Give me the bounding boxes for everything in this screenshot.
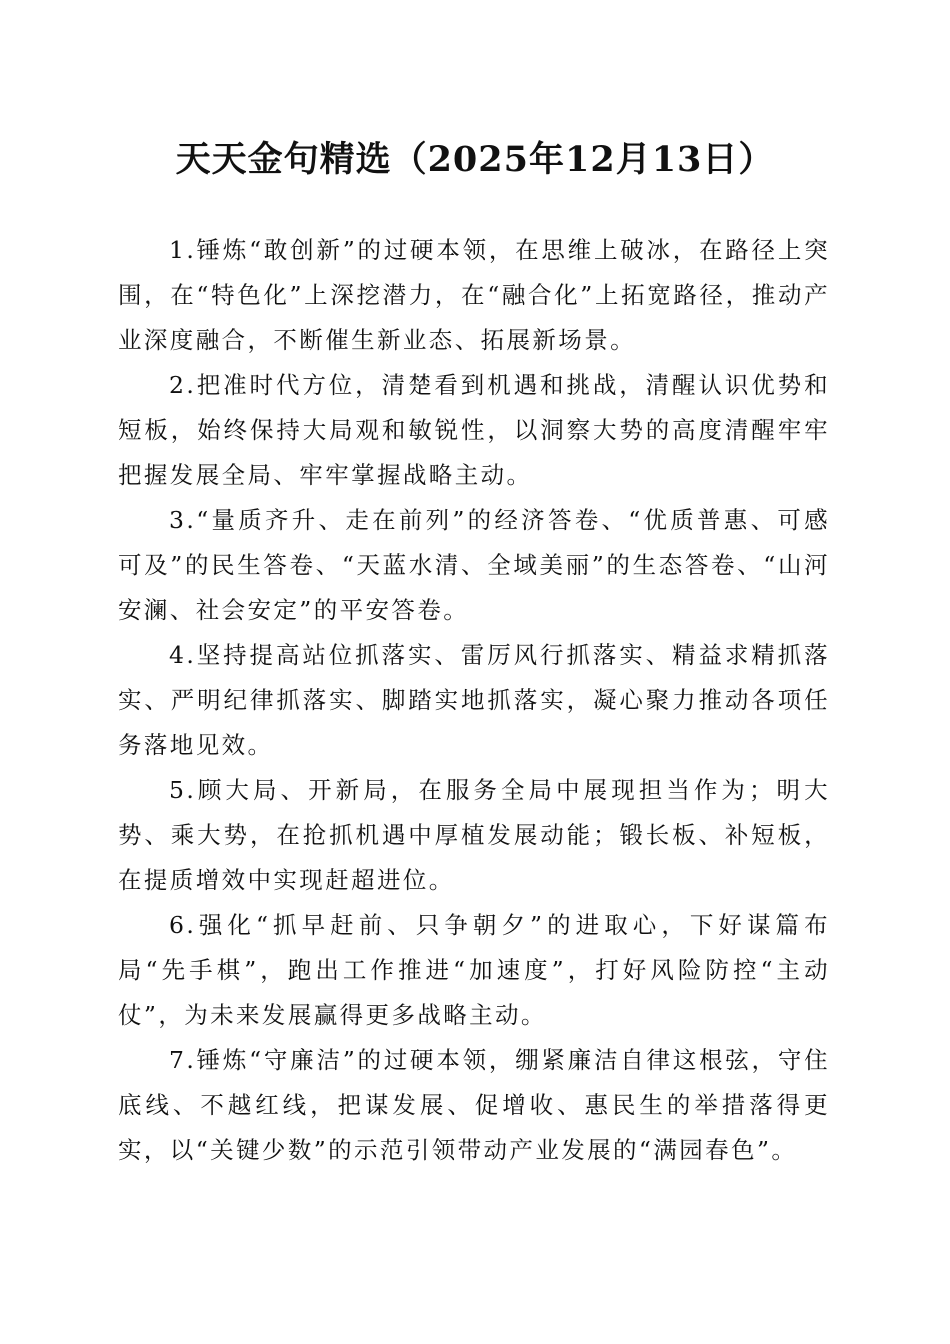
paragraph-3: 3.“量质齐升、走在前列”的经济答卷、“优质普惠、可感可及”的民生答卷、“天蓝水清、全域美丽”的生态答卷、“山河安澜、社会安定”的平安答卷。 <box>118 506 830 624</box>
paragraph-4: 4.坚持提高站位抓落实、雷厉风行抓落实、精益求精抓落实、严明纪律抓落实、脚踏实地抓落实，凝心聚力推动各项任务落地见效。 <box>118 641 830 759</box>
document-title: 天天金句精选（2025年12月13日） <box>175 139 775 180</box>
paragraph-1: 1.锤炼“敢创新”的过硬本领，在思维上破冰，在路径上突围，在“特色化”上深挖潜力，在“融合化”上拓宽路径，推动产业深度融合，不断催生新业态、拓展新场景。 <box>118 236 830 354</box>
paragraph-2: 2.把准时代方位，清楚看到机遇和挑战，清醒认识优势和短板，始终保持大局观和敏锐性，以洞察大势的高度清醒牢牢把握发展全局、牢牢掌握战略主动。 <box>118 371 830 489</box>
paragraph-6: 6.强化“抓早赶前、只争朝夕”的进取心，下好谋篇布局“先手棋”，跑出工作推进“加速度”，打好风险防控“主动仗”，为未来发展赢得更多战略主动。 <box>118 911 830 1029</box>
paragraph-5: 5.顾大局、开新局，在服务全局中展现担当作为；明大势、乘大势，在抢抓机遇中厚植发展动能；锻长板、补短板，在提质增效中实现赶超进位。 <box>118 776 830 894</box>
paragraph-7: 7.锤炼“守廉洁”的过硬本领，绷紧廉洁自律这根弦，守住底线、不越红线，把谋发展、促增收、惠民生的举措落得更实，以“关键少数”的示范引领带动产业发展的“满园春色”。 <box>118 1046 830 1164</box>
document-body <box>118 228 830 1173</box>
